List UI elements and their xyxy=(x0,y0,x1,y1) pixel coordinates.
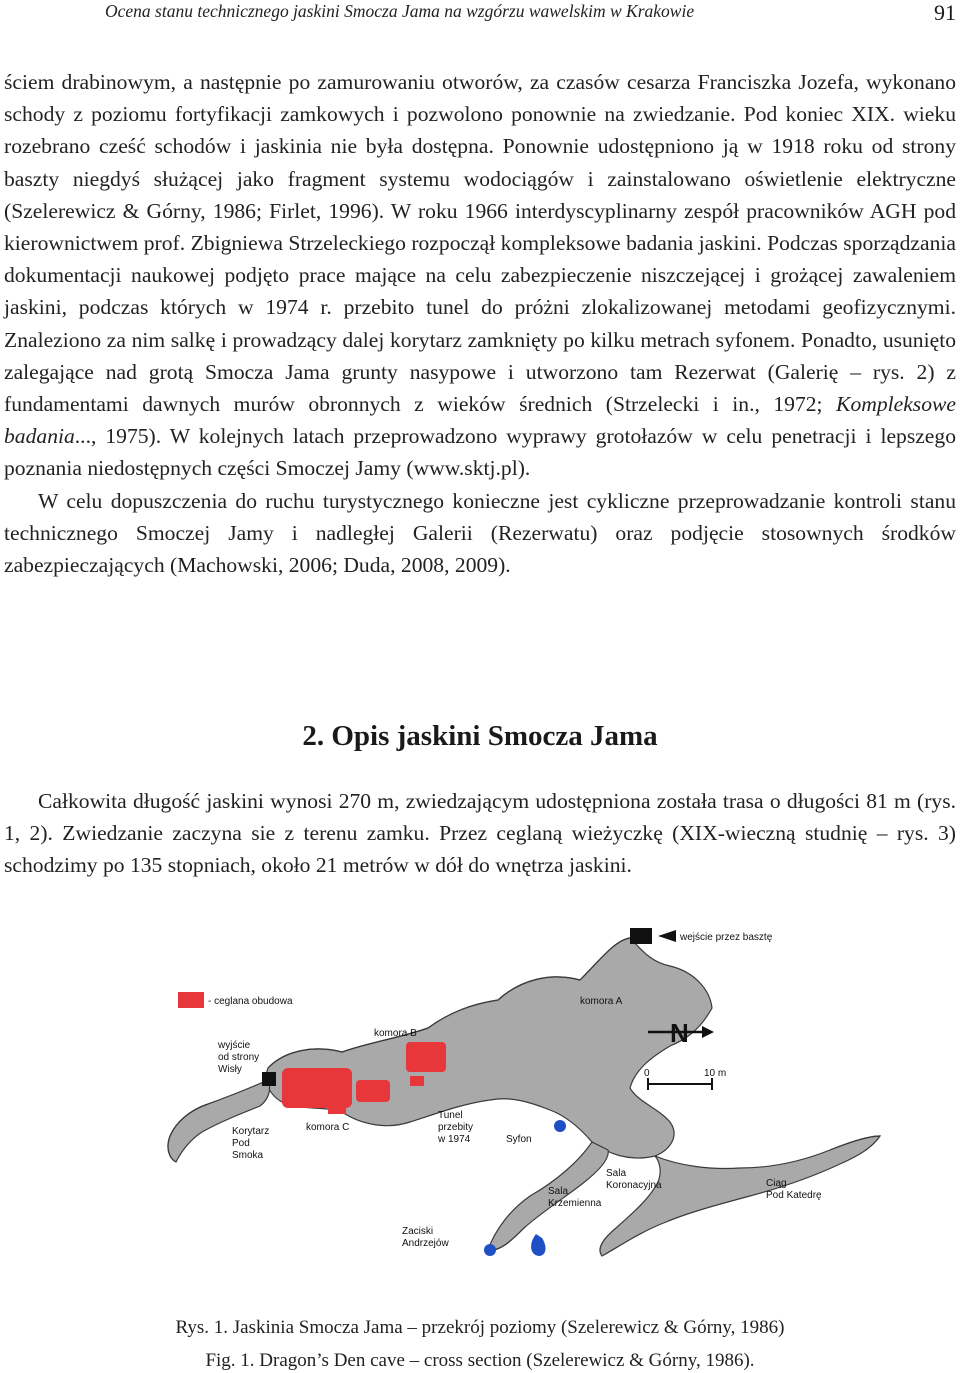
figure-caption-en: Fig. 1. Dragon’s Den cave – cross section (Szelerewicz & Górny, 1986). xyxy=(205,1350,755,1371)
label-ciag-1: Ciąg xyxy=(766,1178,787,1189)
label-tunnel-3: w 1974 xyxy=(438,1134,471,1145)
section-heading: 2. Opis jaskini Smocza Jama xyxy=(302,720,658,752)
exit-marker xyxy=(262,1072,276,1086)
paragraph-1 xyxy=(4,66,956,485)
figure-caption-pl: Rys. 1. Jaskinia Smocza Jama – przekrój poziomy (Szelerewicz & Górny, 1986) xyxy=(175,1317,785,1338)
label-corridor-1: Korytarz xyxy=(232,1126,270,1137)
scale-label-10: 10 m xyxy=(704,1068,727,1079)
label-tunnel-1: Tunel xyxy=(438,1110,463,1121)
label-ciag-2: Pod Katedrę xyxy=(766,1190,822,1201)
paragraph-1-italic: Kompleksowe badania xyxy=(4,392,956,449)
scale-label-0: 0 xyxy=(644,1068,650,1079)
cave-map xyxy=(110,900,960,1300)
brick-segment xyxy=(328,1104,346,1114)
label-chamber-a: komora A xyxy=(580,996,623,1007)
label-sala-krzemienna-1: Sala xyxy=(548,1186,569,1197)
label-tunnel-2: przebity xyxy=(438,1122,474,1133)
siphon-water xyxy=(531,1234,545,1256)
running-title: Ocena stanu technicznego jaskini Smocza Jama na wzgórzu wawelskim w Krakowie xyxy=(105,1,695,21)
label-chamber-b: komora B xyxy=(374,1028,417,1039)
entrance-pointer-icon xyxy=(658,930,676,942)
legend-label: - ceglana obudowa xyxy=(208,996,293,1007)
legend-brick-swatch xyxy=(178,992,204,1008)
north-label: N xyxy=(670,1018,689,1048)
siphon-water xyxy=(554,1120,566,1132)
label-entrance-tower: wejście przez basztę xyxy=(680,932,773,943)
label-siphon: Syfon xyxy=(506,1134,532,1145)
brick-segment xyxy=(282,1068,352,1108)
label-zaciski-2: Andrzejów xyxy=(402,1238,449,1249)
label-corridor-2: Pod xyxy=(232,1138,250,1149)
label-exit-2: od strony xyxy=(218,1052,260,1063)
siphon-water xyxy=(484,1244,496,1256)
label-zaciski-1: Zaciski xyxy=(402,1226,434,1237)
section-text xyxy=(4,785,956,882)
entrance-tower xyxy=(630,928,652,944)
page-header xyxy=(0,0,960,40)
cave-map-figure xyxy=(110,900,960,1300)
body-text xyxy=(4,66,956,581)
scale-bar xyxy=(644,1068,726,1090)
label-chamber-c: komora C xyxy=(306,1122,350,1133)
brick-segment xyxy=(406,1042,446,1072)
page-number: 91 xyxy=(934,0,956,25)
label-exit-3: Wisły xyxy=(218,1064,242,1075)
paragraph-1-part-b: ..., 1975). W kolejnych latach przeprowadzono wyprawy grotołazów w celu penetracji i lepszego poznania niedostępnych części Smoczej Jamy (www.sktj.pl). xyxy=(4,424,956,481)
paragraph-1-part-a: ściem drabinowym, a następnie po zamurowaniu otworów, za czasów cesarza Franciszka Jozefa, wykonano schody z poziomu fortyfikacji zamkowych i pozwolono ponownie na zwiedzanie. Pod koniec XIX. wieku rozebrano cześć schodów i jaskinia nie była dostępna. Ponownie udostępniono ją w 1918 roku od strony baszty niegdyś służącej jako fragment systemu wodociągów i zainstalowano oświetlenie elektryczne (Szelerewicz & Górny, 1986; Firlet, 1996). W roku 1966 interdyscyplinarny zespół pracowników AGH pod kierownictwem prof. Zbigniewa Strzeleckiego rozpoczął kompleksowe badania jaskini. Podczas sporządzania dokumentacji naukowej podjęto prace mające na celu zabezpieczenie niszczejącej i grożącej zawaleniem jaskini, podczas których w 1974 r. przebito tunel do próżni zlokalizowanej metodami geofizycznymi. Znaleziono za nim salkę i prowadzący dalej korytarz zamknięty po kilku metrach syfonem. Ponadto, usunięto zalegające nad grotą Smocza Jama grunty nasypowe i utworzono tam Rezerwat (Galerię – rys. 2) z fundamentami dawnych murów obronnych z wieków średnich (Strzelecki i in., 1972; xyxy=(4,70,956,417)
label-exit-1: wyjście xyxy=(218,1040,251,1051)
label-sala-koronacyjna-2: Koronacyjna xyxy=(606,1180,662,1191)
brick-segment xyxy=(410,1076,424,1086)
paragraph-2: W celu dopuszczenia do ruchu turystycznego konieczne jest cykliczne przeprowadzanie kontroli stanu technicznego Smoczej Jamy i nadległej Galerii (Rezerwatu) oraz podjęcie stosownych środków zabezpieczających (Machowski, 2006; Duda, 2008, 2009). xyxy=(4,488,956,578)
section-paragraph-1: Całkowita długość jaskini wynosi 270 m, zwiedzającym udostępniona została trasa o długości 81 m (rys. 1, 2). Zwiedzanie zaczyna sie z terenu zamku. Przez ceglaną wieżyczkę (XIX-wieczną studnię – rys. 3) schodzimy po 135 stopniach, około 21 metrów w dół do wnętrza jaskini. xyxy=(4,789,956,878)
label-sala-koronacyjna-1: Sala xyxy=(606,1168,627,1179)
label-sala-krzemienna-2: Krzemienna xyxy=(548,1198,602,1209)
label-corridor-3: Smoka xyxy=(232,1150,264,1161)
brick-segment xyxy=(356,1080,390,1102)
